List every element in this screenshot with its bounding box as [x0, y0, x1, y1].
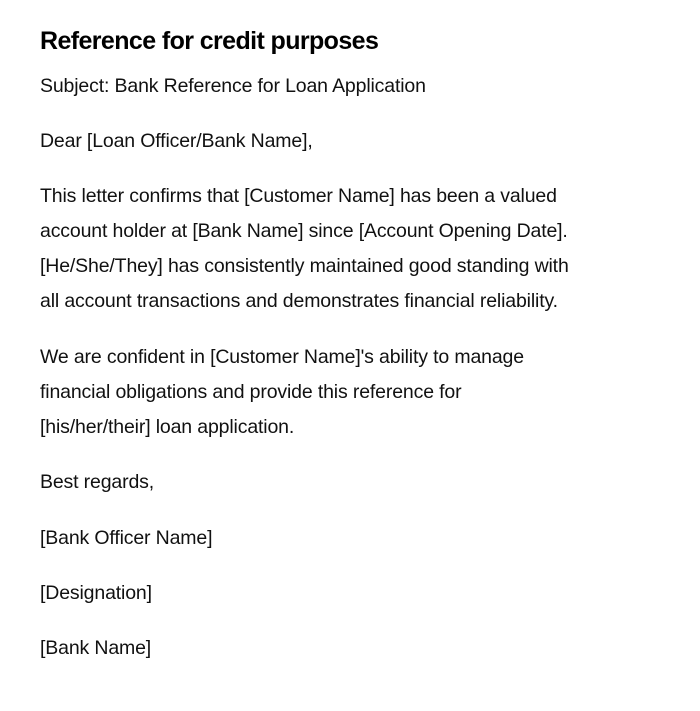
signature-designation: [Designation]	[40, 582, 152, 604]
body-paragraph-confidence	[40, 340, 660, 445]
paragraph-line: account holder at [Bank Name] since [Account Opening Date].	[40, 220, 568, 242]
paragraph-line: financial obligations and provide this reference for	[40, 381, 462, 403]
signature-officer-name: [Bank Officer Name]	[40, 527, 213, 549]
paragraph-line: This letter confirms that [Customer Name] has been a valued	[40, 185, 557, 207]
paragraph-line: We are confident in [Customer Name]'s ability to manage	[40, 346, 524, 368]
subject-line: Subject: Bank Reference for Loan Application	[40, 75, 426, 97]
paragraph-line: [He/She/They] has consistently maintained good standing with	[40, 255, 569, 277]
paragraph-line: all account transactions and demonstrates financial reliability.	[40, 290, 558, 312]
signature-bank-name: [Bank Name]	[40, 637, 152, 659]
closing: Best regards,	[40, 471, 155, 493]
document-title: Reference for credit purposes	[40, 27, 379, 55]
salutation: Dear [Loan Officer/Bank Name],	[40, 130, 313, 152]
paragraph-line: [his/her/their] loan application.	[40, 416, 295, 438]
body-paragraph-confirmation	[40, 179, 660, 319]
